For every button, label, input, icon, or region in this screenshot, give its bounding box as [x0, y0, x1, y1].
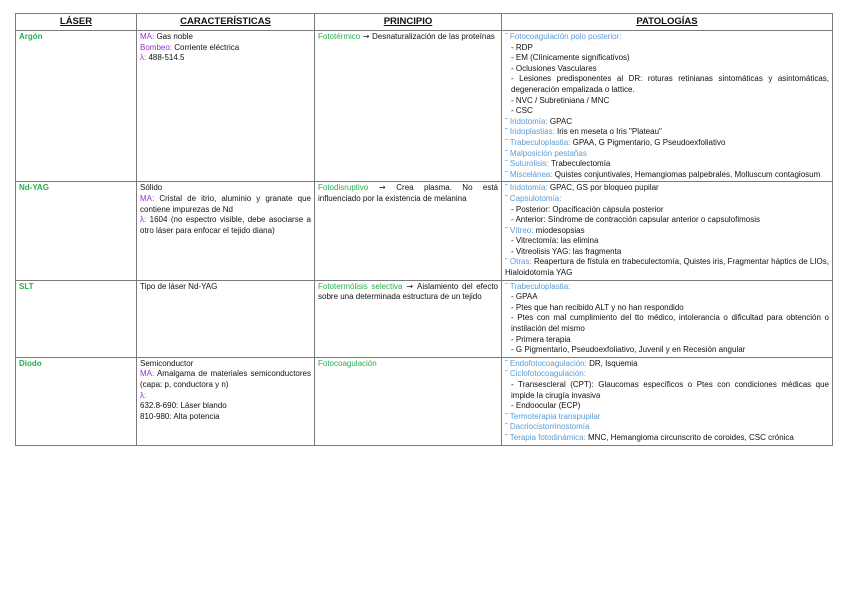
- patologia-line: [505, 149, 829, 160]
- caracteristica-text: 632.8-690: Láser blando: [140, 401, 227, 411]
- patologia-line: [505, 53, 829, 64]
- caracteristica-text: Corriente eléctrica: [172, 42, 240, 52]
- patologia-text: Iris en meseta o Iris "Plateau": [554, 127, 662, 137]
- patologia-text: Reapertura de fístula en trabeculectomía, Quistes iris, Fragmentar háptics de LIOs, Hialoidotomía YAG: [505, 257, 830, 278]
- patologia-text: - Primera terapia: [511, 334, 571, 344]
- caracteristica-text: 810-980: Alta potencia: [140, 411, 220, 421]
- caracteristica-line: [140, 43, 311, 54]
- caracteristica-label: Bombeo:: [140, 42, 173, 52]
- patologia-text: GPAA, G Pigmentario, G Pseudoexfoliativo: [570, 137, 726, 147]
- patologia-text: GPAC, GS por bloqueo pupilar: [547, 183, 659, 193]
- patologia-heading: ˜ Otras:: [505, 257, 532, 267]
- patologia-line: [505, 106, 829, 117]
- patologias-cell: [502, 182, 833, 280]
- patologia-text: - NVC / Subretiniana / MNC: [511, 95, 610, 105]
- caracteristica-text: Tipo de láser Nd-YAG: [140, 281, 218, 291]
- patologia-text: - Endoocular (ECP): [511, 401, 581, 411]
- patologia-line: [505, 401, 829, 412]
- principio-text: Crea plasma. No está influenciado por la existencia de melanina: [318, 183, 498, 203]
- patologia-text: Trabeculectomía: [549, 159, 611, 169]
- patologia-heading: ˜ Iridoplastias:: [505, 127, 555, 137]
- principio-label: Fototérmico: [318, 32, 361, 41]
- patologia-text: - GPAA: [511, 292, 538, 302]
- patologia-line: [505, 433, 829, 444]
- caracteristicas-cell: [137, 280, 315, 357]
- patologia-text: - RDP: [511, 42, 533, 52]
- caracteristica-line: [140, 401, 311, 412]
- patologia-line: [505, 257, 829, 278]
- principio-cell: [315, 357, 502, 445]
- patologia-line: [505, 194, 829, 205]
- caracteristica-line: [140, 359, 311, 370]
- patologia-line: [505, 369, 829, 380]
- table-row: [16, 280, 833, 357]
- patologia-text: - Transescleral (CPT): Glaucomas específicos o Ptes con condiciones médicas que impide la cirugía invasiva: [511, 380, 829, 400]
- caracteristicas-cell: [137, 357, 315, 445]
- table-row: [16, 31, 833, 182]
- patologia-line: [505, 422, 829, 433]
- patologia-line: [505, 127, 829, 138]
- patologia-heading: ˜ Iridotomía:: [505, 183, 548, 193]
- principio-arrow: →: [402, 281, 418, 291]
- patologia-line: [505, 226, 829, 237]
- patologia-text: - Vitreolisis YAG: las fragmenta: [511, 246, 622, 256]
- principio-label: Fotodisruptivo: [318, 183, 369, 193]
- header-row: [16, 14, 833, 31]
- caracteristica-text: 488-514.5: [146, 53, 185, 63]
- caracteristica-text: Cristal de itrio, aluminio y granate que contiene impurezas de Nd: [140, 193, 311, 214]
- caracteristica-line: [140, 282, 311, 293]
- patologia-heading: ˜ Suturolisis:: [505, 159, 550, 169]
- table-row: [16, 357, 833, 445]
- patologia-line: [505, 159, 829, 170]
- laser-cell: [16, 31, 137, 182]
- caracteristica-text: Gas noble: [154, 32, 193, 41]
- caracteristica-line: [140, 194, 311, 215]
- caracteristica-line: [140, 183, 311, 194]
- patologia-heading: ˜ Termoterapia transpupilar: [505, 411, 601, 421]
- patologia-heading: ˜ Iridotomía:: [505, 116, 548, 126]
- patologia-text: GPAC: [547, 116, 572, 126]
- patologias-cell: [502, 357, 833, 445]
- caracteristica-line: [140, 53, 311, 64]
- patologia-text: - Ptes que han recibido ALT y no han respondido: [511, 302, 684, 312]
- principio-arrow: →: [368, 183, 397, 193]
- principio-cell: [315, 31, 502, 182]
- caracteristica-text: 1604 (no espectro visible, debe asociarse a otro láser para enfocar el tejido diana): [140, 215, 311, 235]
- patologia-line: [505, 205, 829, 216]
- patologia-line: [505, 32, 829, 43]
- patologia-text: - Posterior: Opacificación cápsula posterior: [511, 204, 664, 214]
- patologia-line: [505, 345, 829, 356]
- patologias-cell: [502, 31, 833, 182]
- patologia-line: [505, 170, 829, 181]
- patologia-line: [505, 138, 829, 149]
- principio-label: Fotocoagulación: [318, 358, 377, 368]
- caracteristica-label: MA:: [140, 32, 155, 41]
- laser-name: Nd-YAG: [19, 183, 49, 193]
- patologia-heading: ˜ Miscelánea:: [505, 169, 553, 179]
- patologia-line: [505, 215, 829, 226]
- caracteristica-line: [140, 391, 311, 402]
- caracteristica-label: MA:: [140, 369, 155, 379]
- patologia-text: - G Pigmentario, Pseudoexfoliativo, Juvenil y en Recesión angular: [511, 345, 746, 355]
- patologia-heading: ˜ Endofotocoagulación:: [505, 358, 587, 368]
- principio-arrow: →: [360, 32, 373, 41]
- patologia-line: [505, 313, 829, 334]
- patologia-text: - Anterior: Síndrome de contracción capsular anterior o capsulofimosis: [511, 215, 761, 225]
- laser-table: [15, 13, 833, 446]
- caracteristicas-cell: [137, 182, 315, 280]
- principio-cell: [315, 182, 502, 280]
- patologia-heading: ˜ Trabeculoplastia:: [505, 281, 571, 291]
- table-row: [16, 182, 833, 280]
- patologia-line: [505, 236, 829, 247]
- patologia-heading: ˜ Fotocoagulación polo posterior:: [505, 32, 622, 41]
- patologia-text: - Ptes con mal cumplimiento del tto médico, intolerancia o dificultad para obtención o instilación del mismo: [511, 313, 829, 334]
- patologia-heading: ˜ Dacriocistorrinostomía: [505, 422, 590, 432]
- laser-name: SLT: [19, 281, 34, 291]
- patologia-text: - Vitrectomía: las elimina: [511, 236, 599, 246]
- patologia-heading: ˜ Capsulotomía:: [505, 193, 562, 203]
- patologia-line: [505, 292, 829, 303]
- laser-name: Argón: [19, 32, 43, 41]
- patologia-line: [505, 117, 829, 128]
- patologia-heading: ˜ Trabeculoplastia:: [505, 137, 571, 147]
- laser-cell: [16, 280, 137, 357]
- patologias-cell: [502, 280, 833, 357]
- patologia-text: Quistes conjuntivales, Hemangiomas palpebrales, Molluscum contagiosum: [552, 169, 821, 179]
- patologia-line: [505, 183, 829, 194]
- caracteristica-text: Amalgama de materiales semiconductores (capa: p, conductora y n): [140, 369, 311, 389]
- patologia-heading: ˜ Vítreo:: [505, 225, 534, 235]
- caracteristica-label: MA:: [140, 193, 155, 203]
- patologia-text: - CSC: [511, 106, 533, 116]
- laser-cell: [16, 357, 137, 445]
- caracteristica-label: λ:: [140, 215, 147, 225]
- principio-text: Aislamiento del efecto sobre una determinada estructura de un tejido: [318, 281, 498, 302]
- patologia-line: [505, 96, 829, 107]
- patologia-text: - EM (Clínicamente significativos): [511, 53, 630, 63]
- patologia-line: [505, 43, 829, 54]
- caracteristica-text: Sólido: [140, 183, 163, 193]
- header-laser: LÁSER: [16, 14, 137, 31]
- patologia-line: [505, 412, 829, 423]
- principio-label: Fototermólisis selectiva: [318, 281, 403, 291]
- patologia-line: [505, 335, 829, 346]
- laser-cell: [16, 182, 137, 280]
- patologia-line: [505, 64, 829, 75]
- patologia-line: [505, 282, 829, 293]
- patologia-heading: ˜ Terapia fotodinámica:: [505, 432, 586, 442]
- patologia-heading: ˜ Malposición pestañas: [505, 148, 587, 158]
- patologia-text: - Oclusiones Vasculares: [511, 63, 597, 73]
- patologia-line: [505, 380, 829, 401]
- patologia-text: - Lesiones predisponentes al DR: roturas retinianas sintomáticas y asintomáticas, degeneración empalizada o lattice.: [511, 74, 829, 94]
- patologia-heading: ˜ Ciclofotocoagulación:: [505, 369, 586, 379]
- patologia-text: DR, Isquemia: [586, 358, 638, 368]
- caracteristica-line: [140, 215, 311, 236]
- caracteristica-text: Semiconductor: [140, 358, 194, 368]
- header-caracteristicas: CARACTERÍSTICAS: [137, 14, 315, 31]
- caracteristica-label: λ:: [140, 53, 147, 63]
- table-body: [16, 31, 833, 446]
- caracteristica-line: [140, 412, 311, 423]
- caracteristicas-cell: [137, 31, 315, 182]
- patologia-line: [505, 74, 829, 95]
- patologia-text: miodesopsias: [533, 225, 585, 235]
- patologia-line: [505, 359, 829, 370]
- principio-cell: [315, 280, 502, 357]
- caracteristica-line: [140, 369, 311, 390]
- caracteristica-line: [140, 32, 311, 43]
- patologia-line: [505, 247, 829, 258]
- header-patologias: PATOLOGÍAS: [502, 14, 833, 31]
- laser-name: Diodo: [19, 358, 42, 368]
- header-principio: PRINCIPIO: [315, 14, 502, 31]
- patologia-line: [505, 303, 829, 314]
- patologia-text: MNC, Hemangioma circunscrito de coroides, CSC crónica: [585, 432, 794, 442]
- caracteristica-label: λ:: [140, 390, 147, 400]
- principio-text: Desnaturalización de las proteínas: [372, 32, 495, 41]
